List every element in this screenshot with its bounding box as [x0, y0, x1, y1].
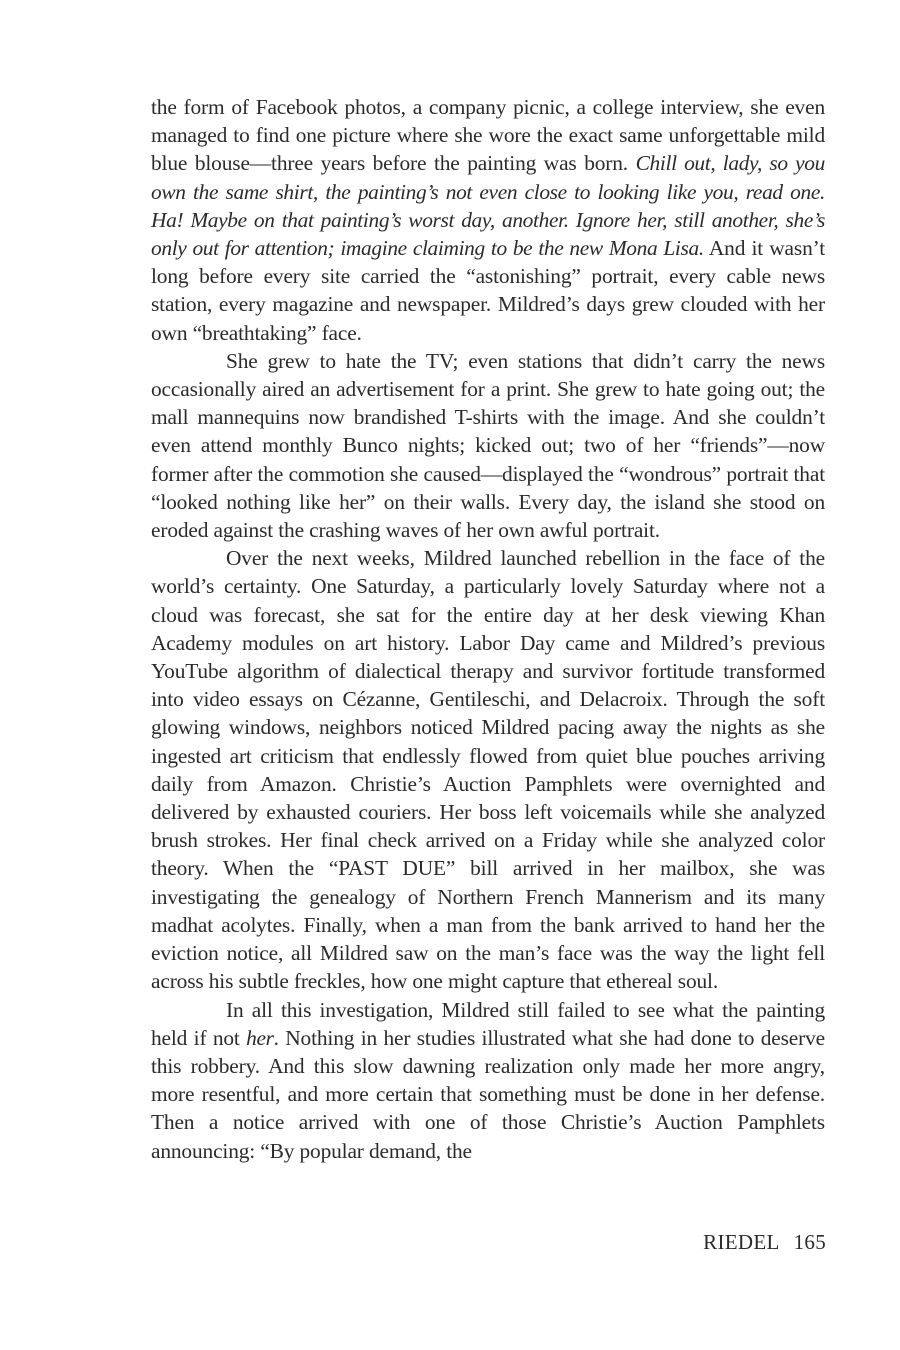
text-run: And it wasn’t long before every site carried the “astonishing” portrait, every cable news station, every magazine and newspaper. Mildred’s days grew clouded with her own “breathtaking” face.	[151, 236, 825, 345]
text-run: In all this investigation, Mildred still failed to see what the painting held if not	[151, 997, 825, 1050]
italic-text-run: her	[246, 1025, 274, 1050]
italic-text-run: Chill out, lady, so you own the same shirt, the painting’s not even close to looking like you, read one. Ha! Maybe on that painting’s worst day, another. Ignore her, still another, she’s only out for attention; imagine claiming to be the new Mona Lisa.	[151, 151, 825, 261]
text-run: She grew to hate the TV; even stations that didn’t carry the news occasionally aired an advertisement for a print. She grew to hate going out; the mall mannequins now brandished T-shirts with the image. And she couldn’t even attend monthly Bunco nights; kicked out; two of her “friends”—now former after the commotion she caused—displayed the “wondrous” portrait that “looked nothing like her” on their walls. Every day, the island she stood on eroded against the crashing waves of her own awful portrait.	[151, 348, 825, 543]
text-run: . Nothing in her studies illustrated what she had done to deserve this robbery. And this slow dawning realization only made her more angry, more resentful, and more certain that something must be done in her defense. Then a notice arrived with one of those Christie’s Auction Pamphlets announcing: “By popular demand, the	[151, 1025, 825, 1163]
page-number: 165	[793, 1230, 826, 1254]
paragraph	[151, 544, 825, 995]
paragraph	[151, 996, 825, 1165]
text-run: the form of Facebook photos, a company picnic, a college interview, she even managed to find one picture where she wore the exact same unforgettable mild blue blouse—three years before the painting was born.	[151, 95, 825, 176]
paragraph	[151, 347, 825, 544]
page-body	[151, 93, 825, 1165]
page-footer	[703, 1230, 826, 1255]
running-head-author: RIEDEL	[703, 1230, 780, 1254]
paragraph	[151, 93, 825, 347]
text-run: Over the next weeks, Mildred launched rebellion in the face of the world’s certainty. One Saturday, a particularly lovely Saturday where not a cloud was forecast, she sat for the entire day at her desk viewing Khan Academy modules on art history. Labor Day came and Mildred’s previous YouTube algorithm of dialectical therapy and survivor fortitude transformed into video essays on Cézanne, Gentileschi, and Delacroix. Through the soft glowing windows, neighbors noticed Mildred pacing away the nights as she ingested art criticism that endlessly flowed from quiet blue pouches arriving daily from Amazon. Christie’s Auction Pamphlets were overnighted and delivered by exhausted couriers. Her boss left voicemails while she analyzed brush strokes. Her final check arrived on a Friday while she analyzed color theory. When the “PAST DUE” bill arrived in her mailbox, she was investigating the genealogy of Northern French Mannerism and its many madhat acolytes. Finally, when a man from the bank arrived to hand her the eviction notice, all Mildred saw on the man’s face was the way the light fell across his subtle freckles, how one might capture that ethereal soul.	[151, 546, 825, 994]
